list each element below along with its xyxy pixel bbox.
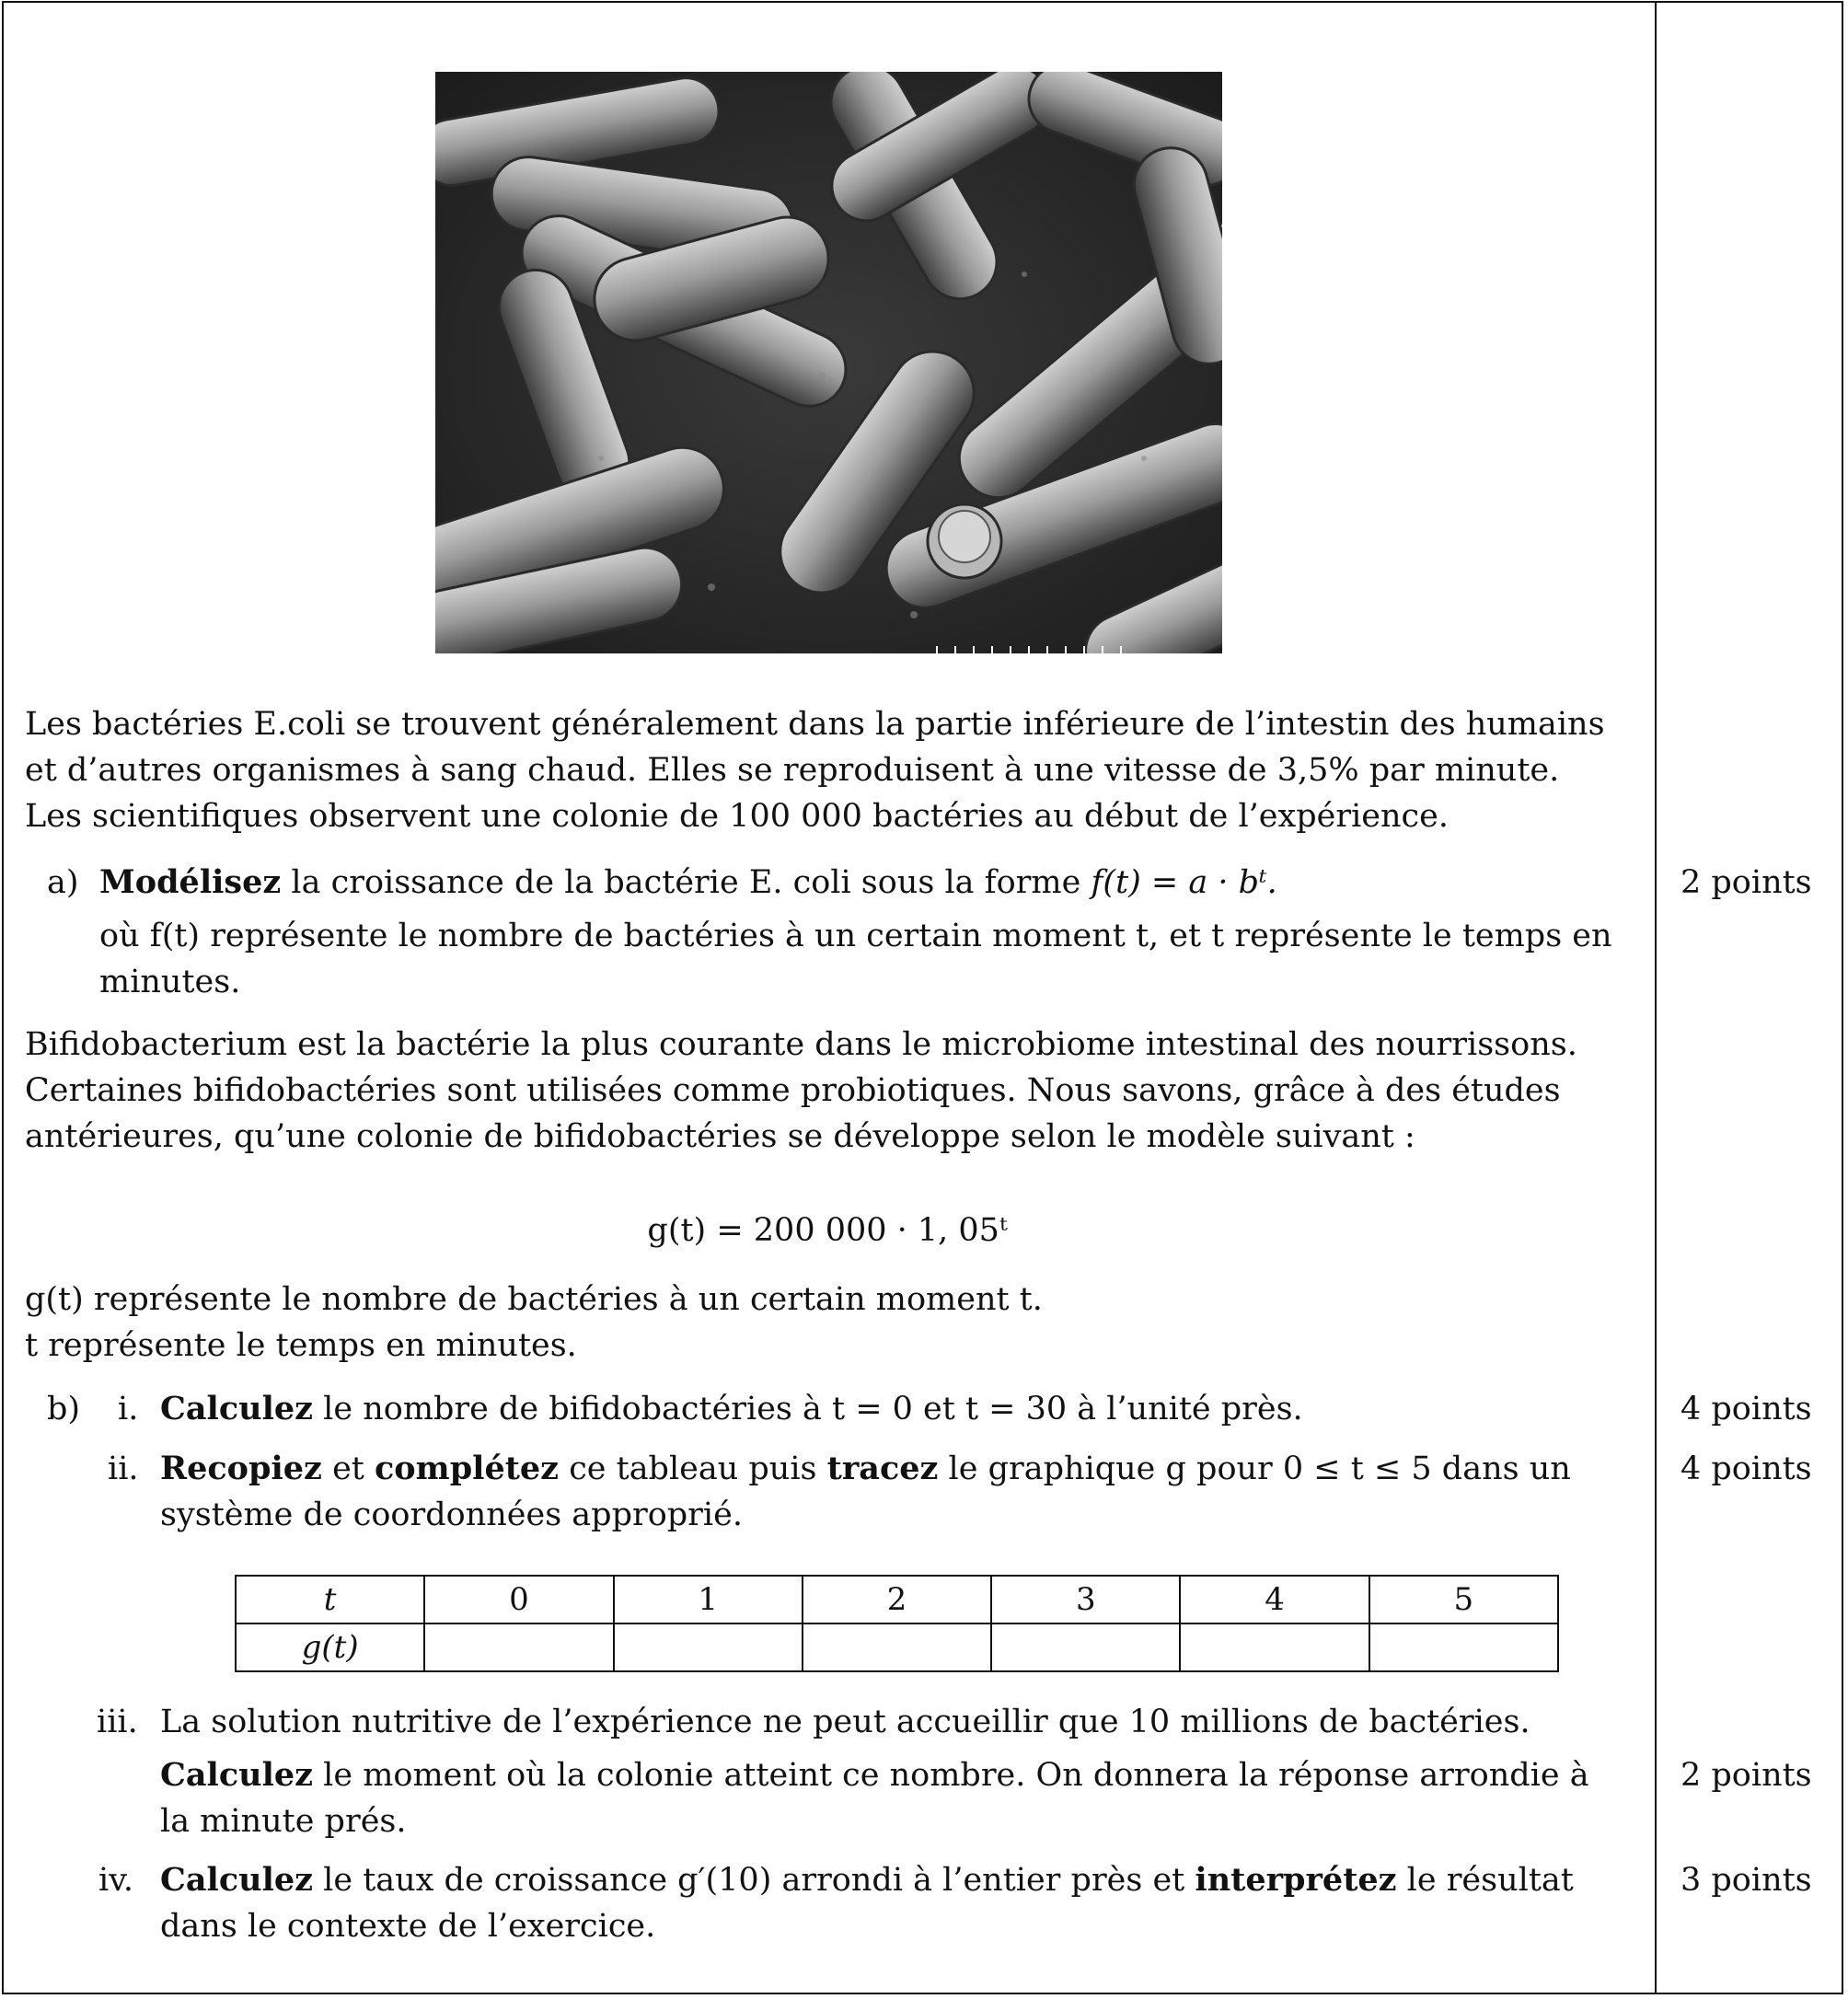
table-header-row [236,1576,1558,1623]
question-a-line-2: où f(t) représente le nombre de bactéries à un certain moment t, et t représente le temps en [99,918,1612,954]
question-b-ii-text [160,1446,1634,1538]
question-a-text: la croissance de la bactérie E. coli sous la forme [291,864,1081,901]
question-b-ii-points: 4 points [1681,1450,1812,1487]
question-a-verb: Modélisez [99,863,282,901]
question-b-ii-number: ii. [108,1450,139,1487]
question-b-iii-text [160,1752,1634,1844]
question-a-line-1 [99,860,1277,906]
question-b-i-number: i. [118,1391,139,1427]
table-header-cell: 0 [424,1576,613,1623]
e-coli-micrograph [435,72,1222,653]
table-header-cell: 1 [614,1576,803,1623]
question-b-ii-line-1: Recopiez et complétez ce tableau puis tracez le graphique g pour 0 ≤ t ≤ 5 dans un [160,1450,1571,1487]
question-a-continuation [99,913,1634,1005]
question-b-iv-line-1: Calculez le taux de croissance g′(10) arrondi à l’entier près et interprétez le résultat [160,1861,1574,1899]
question-b-label: b) [47,1391,81,1427]
bifido-line-3: antérieures, qu’une colonie de bifidobactéries se développe selon le modèle suivant : [25,1118,1415,1155]
question-b-iii-number: iii. [97,1704,138,1740]
intro-line-1: Les bactéries E.coli se trouvent généralement dans la partie inférieure de l’intestin des humains [25,706,1605,743]
question-b-iii-line-3: la minute prés. [160,1803,407,1840]
bifido-paragraph [25,1022,1634,1160]
intro-line-3: Les scientifiques observent une colonie de 100 000 bactéries au début de l’expérience. [25,798,1449,835]
question-b-ii-line-2: système de coordonnées approprié. [160,1496,743,1533]
question-a-points: 2 points [1681,864,1812,901]
question-a-line-3: minutes. [99,964,241,1000]
question-b-iii-points: 2 points [1681,1757,1812,1794]
table-header-cell: 4 [1180,1576,1369,1623]
question-b-iii-line-2: Calculez le moment où la colonie atteint ce nombre. On donnera la réponse arrondie à [160,1756,1589,1794]
table-cell-empty [803,1623,991,1671]
table-cell-empty [1369,1623,1558,1671]
table-header-cell: 5 [1369,1576,1558,1623]
bifido-model-formula: g(t) = 200 000 · 1, 05ᵗ [647,1212,1008,1249]
table-cell-empty [614,1623,803,1671]
table-header-cell: 2 [803,1576,991,1623]
bifido-line-2: Certaines bifidobactéries sont utilisées comme probiotiques. Nous savons, grâce à des études [25,1072,1561,1109]
table-cell-empty [1180,1623,1369,1671]
question-b-iv-line-2: dans le contexte de l’exercice. [160,1908,656,1945]
question-b-iv-points: 3 points [1681,1862,1812,1899]
intro-line-2: et d’autres organismes à sang chaud. Elles se reproduisent à une vitesse de 3,5% par minute. [25,752,1560,789]
bifido-line-1: Bifidobacterium est la bactérie la plus courante dans le microbiome intestinal des nourrissons. [25,1026,1577,1063]
question-b-i-text: Calculez le nombre de bifidobactéries à t = 0 et t = 30 à l’unité près. [160,1390,1303,1427]
question-b-iii-line-1: La solution nutritive de l’expérience ne peut accueillir que 10 millions de bactéries. [160,1704,1530,1740]
table-header-cell: 3 [991,1576,1180,1623]
question-a-formula: f(t) = a · bᵗ. [1091,864,1277,901]
question-a-label: a) [47,864,79,901]
table-cell-empty [424,1623,613,1671]
bifido-definition-2: t représente le temps en minutes. [25,1327,577,1364]
values-table [235,1575,1559,1672]
table-row [236,1623,1558,1671]
table-row-label: g(t) [236,1623,424,1671]
intro-paragraph [25,701,1634,839]
question-b-iv-number: iv. [98,1862,133,1899]
points-column-divider [1655,1,1657,1994]
bifido-definition-1: g(t) représente le nombre de bactéries à un certain moment t. [25,1281,1043,1318]
question-b-iv-text [160,1857,1634,1949]
question-b-i-points: 4 points [1681,1391,1812,1427]
question-b-i-verb: Calculez [160,1390,314,1427]
table-header-cell: t [236,1576,424,1623]
table-cell-empty [991,1623,1180,1671]
